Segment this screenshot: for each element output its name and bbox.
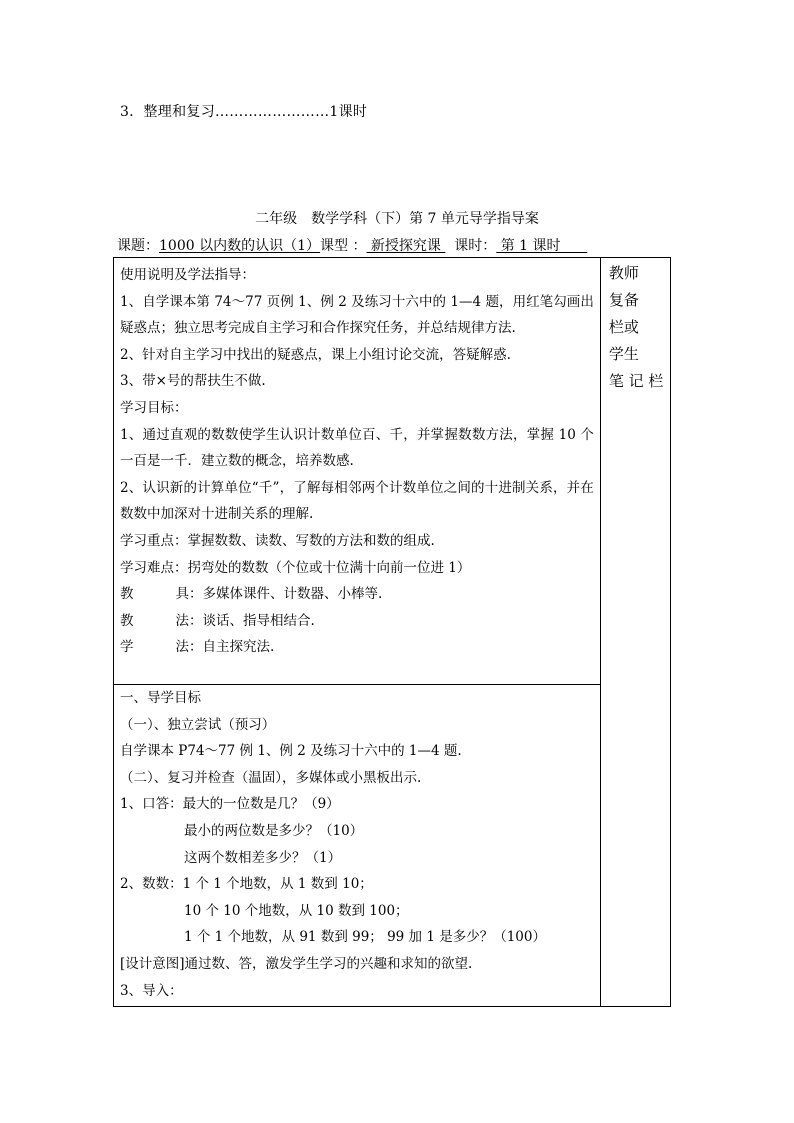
notes-label-2: 复备 [608, 291, 639, 309]
process-line-3: 自学课本 P74～77 例 1、例 2 及练习十六中的 1—4 题. [120, 743, 462, 760]
period-value: 第 1 课时 [496, 238, 588, 254]
type-value: 新授探究课 [366, 238, 446, 254]
key-point: 学习重点：掌握数数、读数、写数的方法和数的组成. [120, 532, 435, 549]
instruction-3: 3、带×号的帮扶生不做. [120, 373, 266, 390]
notes-column [600, 258, 670, 1007]
lesson-meta [117, 235, 587, 255]
process-line-4: （二）、复习并检查（温固），多媒体或小黑板出示. [120, 769, 422, 786]
outline-item-review: 3．整理和复习……………………1课时 [120, 104, 368, 120]
type-label: 课型 ： [320, 238, 367, 254]
guide-table [113, 257, 671, 1007]
notes-label-3: 栏或 [608, 318, 639, 336]
goals-heading: 学习目标： [120, 399, 188, 416]
process-line-12: 3、导入： [120, 982, 183, 999]
instruction-2: 2、针对自主学习中找出的疑惑点，课上小组讨论交流，答疑解惑. [120, 346, 511, 363]
period-label: 课时： [454, 238, 497, 254]
process-line-5: 1、口答：最大的一位数是几？（9） [120, 796, 340, 813]
process-line-8: 2、数数：1 个 1 个地数，从 1 数到 10； [120, 876, 373, 893]
learning-method: 学 法：自主探究法. [120, 639, 275, 656]
process-line-7: 这两个数相差多少？（1） [184, 849, 342, 866]
teaching-tools: 教 具：多媒体课件、计数器、小棒等. [120, 586, 383, 603]
topic-value: 1000 以内数的认识（1） [159, 238, 320, 254]
teaching-method: 教 法：谈话、指导相结合. [120, 612, 315, 629]
process-line-1: 一、导学目标 [120, 690, 201, 706]
process-line-2: （一）、独立尝试（预习） [120, 716, 276, 733]
instructions-cell [114, 258, 601, 685]
goal-1: 1、通过直观的数数使学生认识计数单位百、千，并掌握数数方法，掌握 10 个一百是一千．建立数的概念，培养数感. [120, 426, 594, 470]
instructions-heading: 使用说明及学法指导： [120, 267, 255, 283]
topic-label: 课题： [117, 238, 159, 254]
document-title: 二年级 数学学科（下）第 7 单元导学指导案 [255, 211, 539, 227]
goal-2: 2、认识新的计算单位“千”，了解每相邻两个计数单位之间的十进制关系，并在数数中加深对十进制关系的理解. [120, 479, 594, 523]
notes-label-4: 学生 [608, 345, 639, 363]
difficult-point: 学习难点：拐弯处的数数（个位或十位满十向前一位进 1） [120, 559, 471, 576]
process-line-9: 10 个 10 个地数，从 10 数到 100； [184, 902, 409, 919]
notes-label-1: 教师 [608, 264, 639, 282]
notes-label-5: 笔 记 栏 [608, 372, 664, 390]
lesson-process-cell [114, 685, 601, 1007]
process-line-6: 最小的两位数是多少？（10） [184, 822, 364, 839]
process-line-10: 1 个 1 个地数，从 91 数到 99； 99 加 1 是多少？（100） [184, 929, 546, 946]
instruction-1: 1、自学课本第 74～77 页例 1、例 2 及练习十六中的 1—4 题，用红笔勾画出疑惑点；独立思考完成自主学习和合作探究任务，并总结规律方法. [120, 293, 594, 337]
process-line-11: [设计意图]通过数、答，激发学生学习的兴趣和求知的欲望. [120, 955, 473, 972]
